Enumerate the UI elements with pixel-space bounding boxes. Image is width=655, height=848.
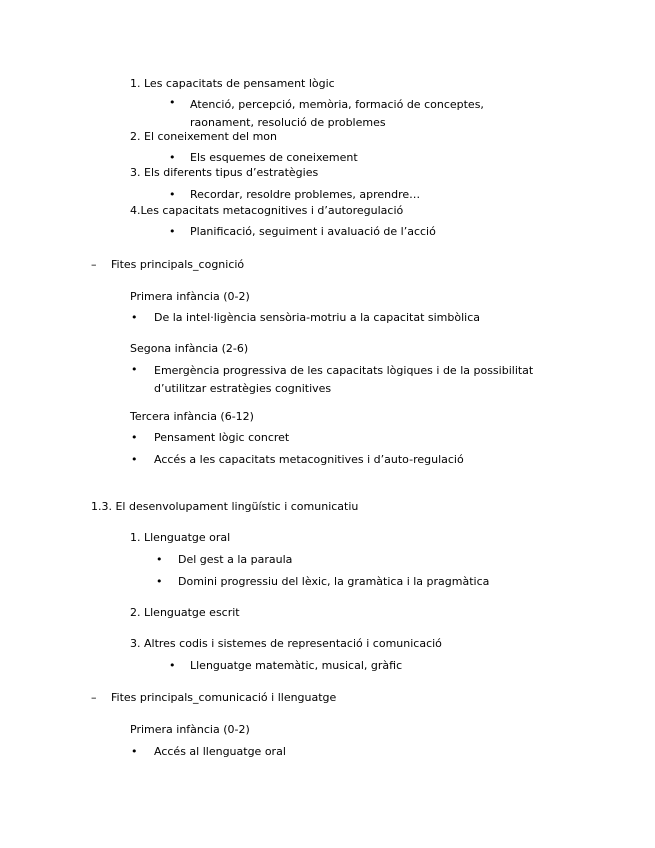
sub-item-text: Atenció, percepció, memòria, formació de conceptes, raonament, resolució de problemes (190, 98, 484, 129)
section-heading-language: 1.3. El desenvolupament lingüístic i comunicatiu (91, 500, 359, 513)
language-item-title: 2. Llenguatge escrit (130, 606, 240, 619)
list-item-text: Les capacitats metacognitives i d’autoregulació (140, 204, 404, 217)
stage-title: Primera infància (0-2) (130, 723, 250, 736)
list-number: 3. (130, 166, 141, 179)
language-item-title: 1. Llenguatge oral (130, 531, 231, 544)
language-sub-item: Domini progressiu del lèxic, la gramàtica i la pragmàtica (178, 575, 490, 588)
stage-item: Emergència progressiva de les capacitats lògiques i de la possibilitat d’utilitzar estratègies cognitives (154, 364, 534, 395)
list-item-2 (130, 130, 277, 144)
bullet-icon: • (169, 188, 176, 201)
stage-title: Tercera infància (6-12) (130, 410, 254, 423)
list-item-1 (130, 77, 335, 91)
stage-title: Segona infància (2-6) (130, 342, 249, 355)
bullet-icon: • (156, 553, 163, 566)
section-heading-cognition: Fites principals_cognició (111, 258, 245, 271)
list-item-4 (130, 204, 403, 218)
stage-item: Accés a les capacitats metacognitives i d’auto-regulació (154, 453, 464, 466)
list-item-3 (130, 166, 318, 180)
sub-item-text: Els esquemes de coneixement (190, 151, 358, 164)
stage-item: De la intel·ligència sensòria-motriu a la capacitat simbòlica (154, 311, 481, 324)
bullet-icon: • (169, 151, 176, 164)
bullet-icon: • (131, 453, 138, 466)
section-dash: – (91, 691, 97, 704)
language-item-title: 3. Altres codis i sistemes de representació i comunicació (130, 637, 442, 650)
list-number: 1. (130, 77, 141, 90)
bullet-icon: • (169, 96, 176, 109)
stage-title: Primera infància (0-2) (130, 290, 250, 303)
list-number: 4. (130, 204, 141, 217)
language-sub-item: Llenguatge matemàtic, musical, gràfic (190, 659, 403, 672)
bullet-icon: • (169, 659, 176, 672)
list-item-text: El coneixement del mon (144, 130, 277, 143)
list-item-text: Les capacitats de pensament lògic (144, 77, 335, 90)
bullet-icon: • (131, 431, 138, 444)
stage-item: Pensament lògic concret (154, 431, 290, 444)
language-sub-item: Del gest a la paraula (178, 553, 293, 566)
bullet-icon: • (131, 745, 138, 758)
sub-item-text: Recordar, resoldre problemes, aprendre… (190, 188, 421, 201)
bullet-icon: • (131, 363, 138, 376)
section-heading-communication: Fites principals_comunicació i llenguatge (111, 691, 337, 704)
sub-item-text: Planificació, seguiment i avaluació de l’acció (190, 225, 436, 238)
bullet-icon: • (156, 575, 163, 588)
bullet-icon: • (169, 225, 176, 238)
list-item-text: Els diferents tipus d’estratègies (144, 166, 319, 179)
list-number: 2. (130, 130, 141, 143)
bullet-icon: • (131, 311, 138, 324)
stage-item: Accés al llenguatge oral (154, 745, 286, 758)
section-dash: – (91, 258, 97, 271)
